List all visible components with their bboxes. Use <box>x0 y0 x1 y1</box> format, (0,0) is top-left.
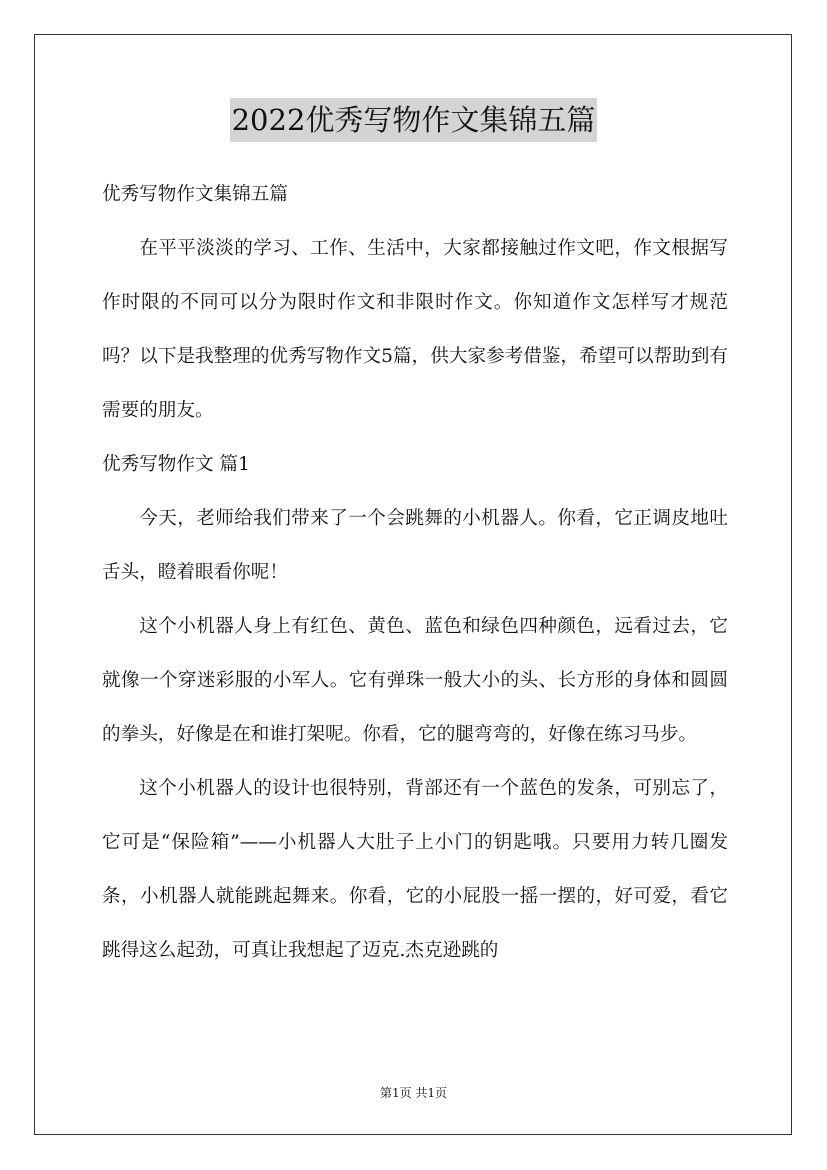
intro-paragraph: 在平平淡淡的学习、工作、生活中，大家都接触过作文吧，作文根据写作时限的不同可以分为限时作文和非限时作文。你知道作文怎样写才规范吗？以下是我整理的优秀写物作文5篇，供大家参考借鉴，希望可以帮助到有需要的朋友。 <box>102 238 728 421</box>
body-paragraph: 今天，老师给我们带来了一个会跳舞的小机器人。你看，它正调皮地吐舌头，瞪着眼看你呢！ <box>102 508 728 583</box>
section-heading: 优秀写物作文 篇1 <box>102 454 250 475</box>
title-container <box>0 98 827 142</box>
page-footer: 第1页 共1页 <box>379 1086 448 1100</box>
body-paragraph: 这个小机器人身上有红色、黄色、蓝色和绿色四种颜色，远看过去，它就像一个穿迷彩服的小军人。它有弹珠一般大小的头、长方形的身体和圆圆的拳头，好像是在和谁打架呢。你看，它的腿弯弯的，好像在练习马步。 <box>102 616 728 745</box>
subtitle-paragraph: 优秀写物作文集锦五篇 <box>102 184 288 205</box>
document-body <box>102 168 728 978</box>
body-paragraph: 这个小机器人的设计也很特别，背部还有一个蓝色的发条，可别忘了，它可是“保险箱”——小机器人大肚子上小门的钥匙哦。只要用力转几圈发条，小机器人就能跳起舞来。你看，它的小屁股一摇一摆的，好可爱，看它跳得这么起劲，可真让我想起了迈克.杰克逊跳的 <box>102 778 728 961</box>
document-title: 2022优秀写物作文集锦五篇 <box>230 98 598 142</box>
